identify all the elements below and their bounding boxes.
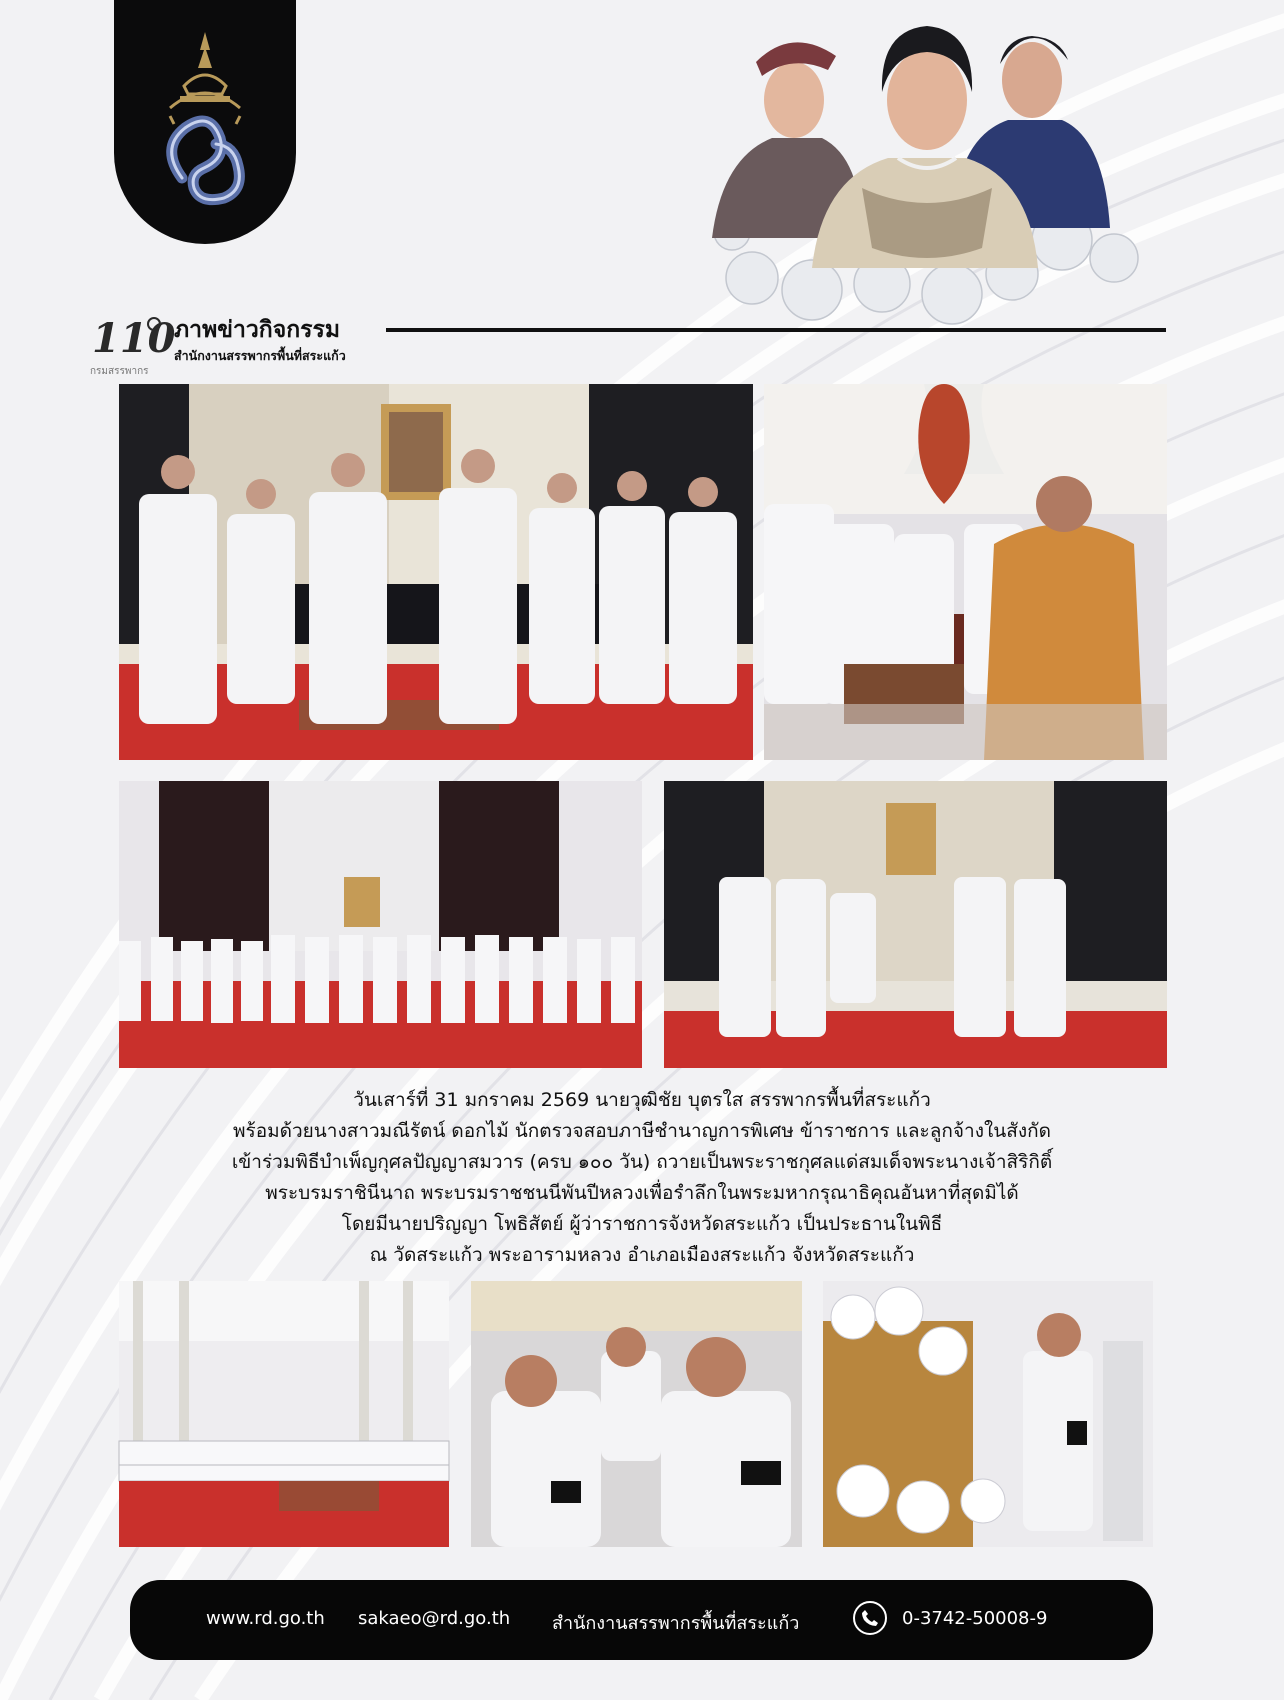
title-rule xyxy=(386,328,1166,332)
news-caption xyxy=(100,1085,1184,1271)
royal-emblem-panel xyxy=(114,0,296,244)
page-subtitle: สำนักงานสรรพากรพื้นที่สระแก้ว xyxy=(174,348,346,363)
photo-monk-ceremony xyxy=(764,384,1167,760)
office-name: สำนักงานสรรพากรพื้นที่สระแก้ว xyxy=(552,1613,800,1634)
contact-footer xyxy=(130,1580,1153,1660)
photo-officials-lineup-wide xyxy=(119,781,642,1068)
logo-caption: กรมสรรพากร xyxy=(90,366,149,377)
photo-official-lighting-altar xyxy=(823,1281,1153,1547)
phone-number[interactable]: 0-3742-50008-9 xyxy=(902,1608,1048,1629)
royal-portraits-image xyxy=(712,8,1152,326)
page-title: ภาพข่าวกิจกรรม xyxy=(174,317,340,343)
website-link[interactable]: www.rd.go.th xyxy=(206,1608,325,1629)
caption-line: พระบรมราชินีนาถ พระบรมราชชนนีพันปีหลวงเพื่อรำลึกในพระมหากรุณาธิคุณอันหาที่สุดมิได้ xyxy=(265,1182,1019,1204)
caption-line: ณ วัดสระแก้ว พระอารามหลวง อำเภอเมืองสระแก้ว จังหวัดสระแก้ว xyxy=(369,1244,915,1266)
royal-cipher-icon xyxy=(140,28,270,218)
photo-group-portrait-front xyxy=(119,384,753,760)
logo-mark-text: 110 xyxy=(92,315,176,362)
photo-officials-lineup-stage xyxy=(664,781,1167,1068)
caption-line: วันเสาร์ที่ 31 มกราคม 2569 นายวุฒิชัย บุตรใส สรรพากรพื้นที่สระแก้ว xyxy=(353,1089,931,1111)
caption-line: โดยมีนายปริญญา โพธิสัตย์ ผู้ว่าราชการจังหวัดสระแก้ว เป็นประธานในพิธี xyxy=(341,1213,943,1235)
photo-seated-officials-closeup xyxy=(471,1281,802,1547)
caption-line: พร้อมด้วยนางสาวมณีรัตน์ ดอกไม้ นักตรวจสอบภาษีชำนาญการพิเศษ ข้าราชการ และลูกจ้างในสังกัด xyxy=(233,1120,1051,1142)
photo-hall-seated-audience xyxy=(119,1281,449,1547)
phone-icon xyxy=(853,1601,887,1635)
caption-line: เข้าร่วมพิธีบำเพ็ญกุศลปัญญาสมวาร (ครบ ๑๐๐ วัน) ถวายเป็นพระราชกุศลแด่สมเด็จพระนางเจ้าสิริกิติ์ xyxy=(231,1151,1053,1173)
email-link[interactable]: sakaeo@rd.go.th xyxy=(358,1608,511,1629)
